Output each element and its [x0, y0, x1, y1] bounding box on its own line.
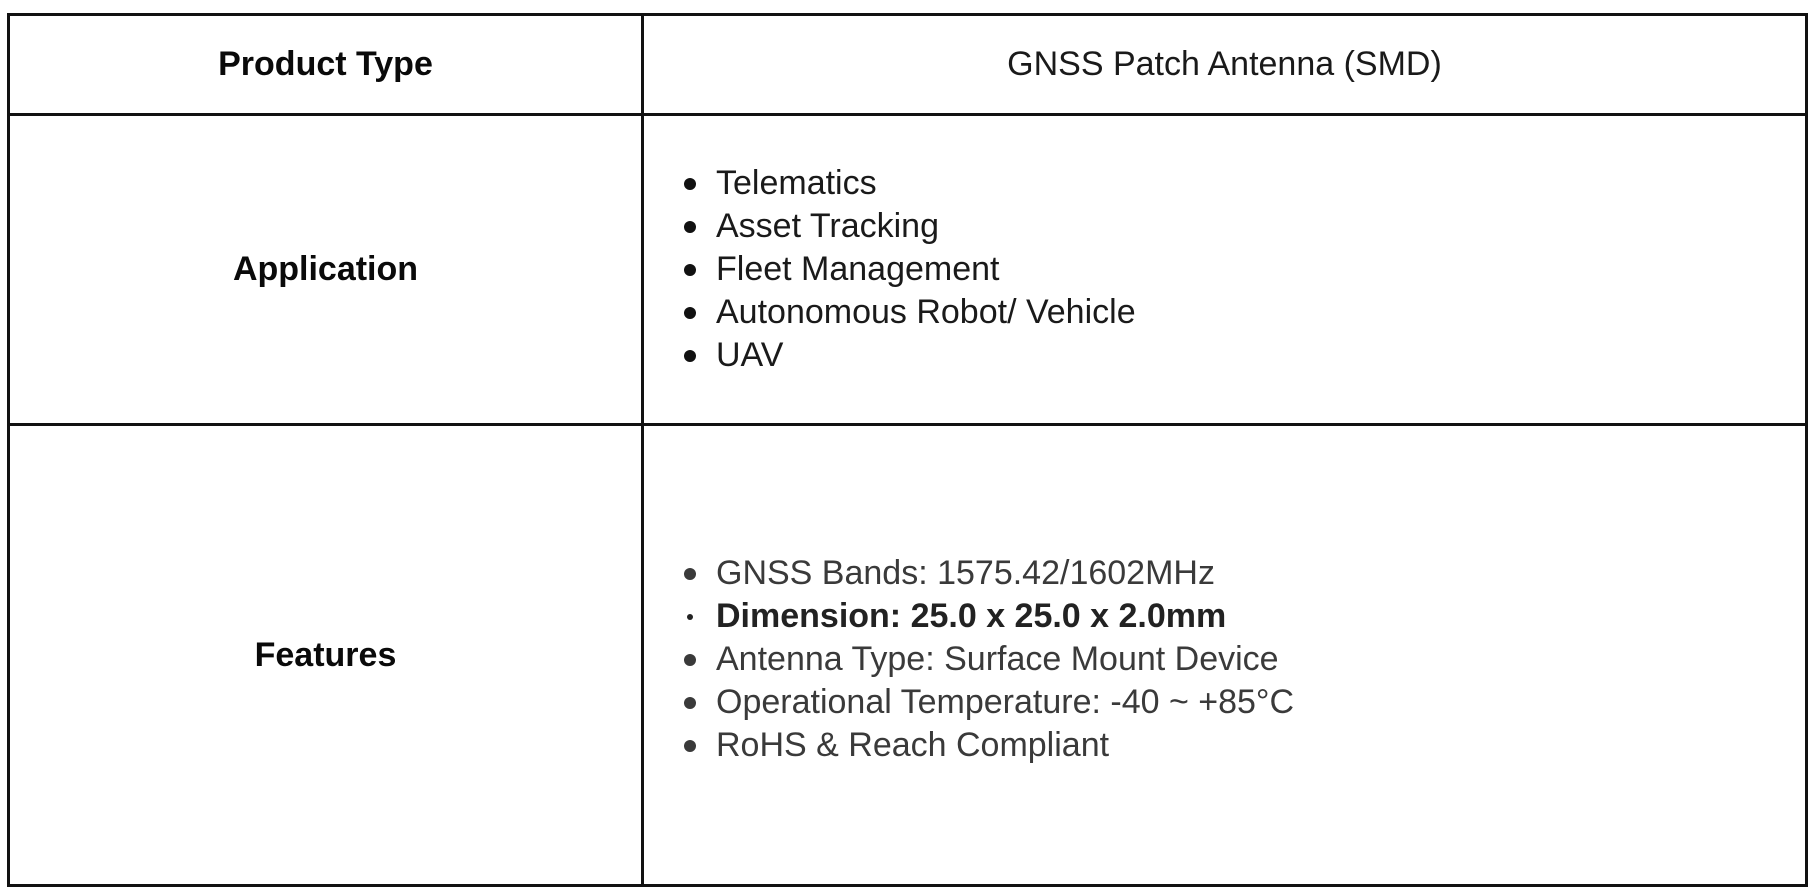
table-row: [9, 425, 1807, 886]
application-item: Autonomous Robot/ Vehicle: [716, 293, 1136, 331]
list-item: [684, 595, 1805, 638]
product-type-value: GNSS Patch Antenna (SMD): [643, 15, 1807, 115]
bullet-icon: [684, 697, 696, 709]
list-item: [684, 681, 1805, 724]
bullet-icon: [684, 264, 696, 276]
list-item: [684, 724, 1805, 767]
product-type-label: Product Type: [9, 15, 643, 115]
feature-item: Operational Temperature: -40 ~ +85°C: [716, 682, 1295, 721]
feature-item: GNSS Bands: 1575.42/1602MHz: [716, 553, 1215, 592]
list-item: [684, 162, 1805, 205]
table-row: [9, 115, 1807, 425]
list-item: [684, 248, 1805, 291]
feature-item: Dimension: 25.0 x 25.0 x 2.0mm: [716, 596, 1227, 635]
features-list: [644, 552, 1805, 767]
product-spec-table: [7, 13, 1808, 887]
application-value-cell: [643, 115, 1807, 425]
feature-item: RoHS & Reach Compliant: [716, 725, 1110, 764]
list-item: [684, 291, 1805, 334]
application-list: [644, 162, 1805, 377]
features-value-cell: [643, 425, 1807, 886]
bullet-icon: [684, 568, 696, 580]
application-item: Fleet Management: [716, 250, 1000, 288]
list-item: [684, 638, 1805, 681]
bullet-icon: [684, 307, 696, 319]
bullet-icon: [684, 221, 696, 233]
list-item: [684, 334, 1805, 377]
bullet-icon: [684, 654, 696, 666]
table-row: [9, 15, 1807, 115]
bullet-icon: [684, 740, 696, 752]
bullet-icon: [684, 178, 696, 190]
list-item: [684, 552, 1805, 595]
application-item: Asset Tracking: [716, 207, 939, 245]
application-item: Telematics: [716, 164, 877, 202]
application-label: Application: [9, 115, 643, 425]
features-label: Features: [9, 425, 643, 886]
bullet-icon: [687, 614, 693, 620]
bullet-icon: [684, 350, 696, 362]
feature-item: Antenna Type: Surface Mount Device: [716, 639, 1279, 678]
list-item: [684, 205, 1805, 248]
application-item: UAV: [716, 336, 784, 374]
